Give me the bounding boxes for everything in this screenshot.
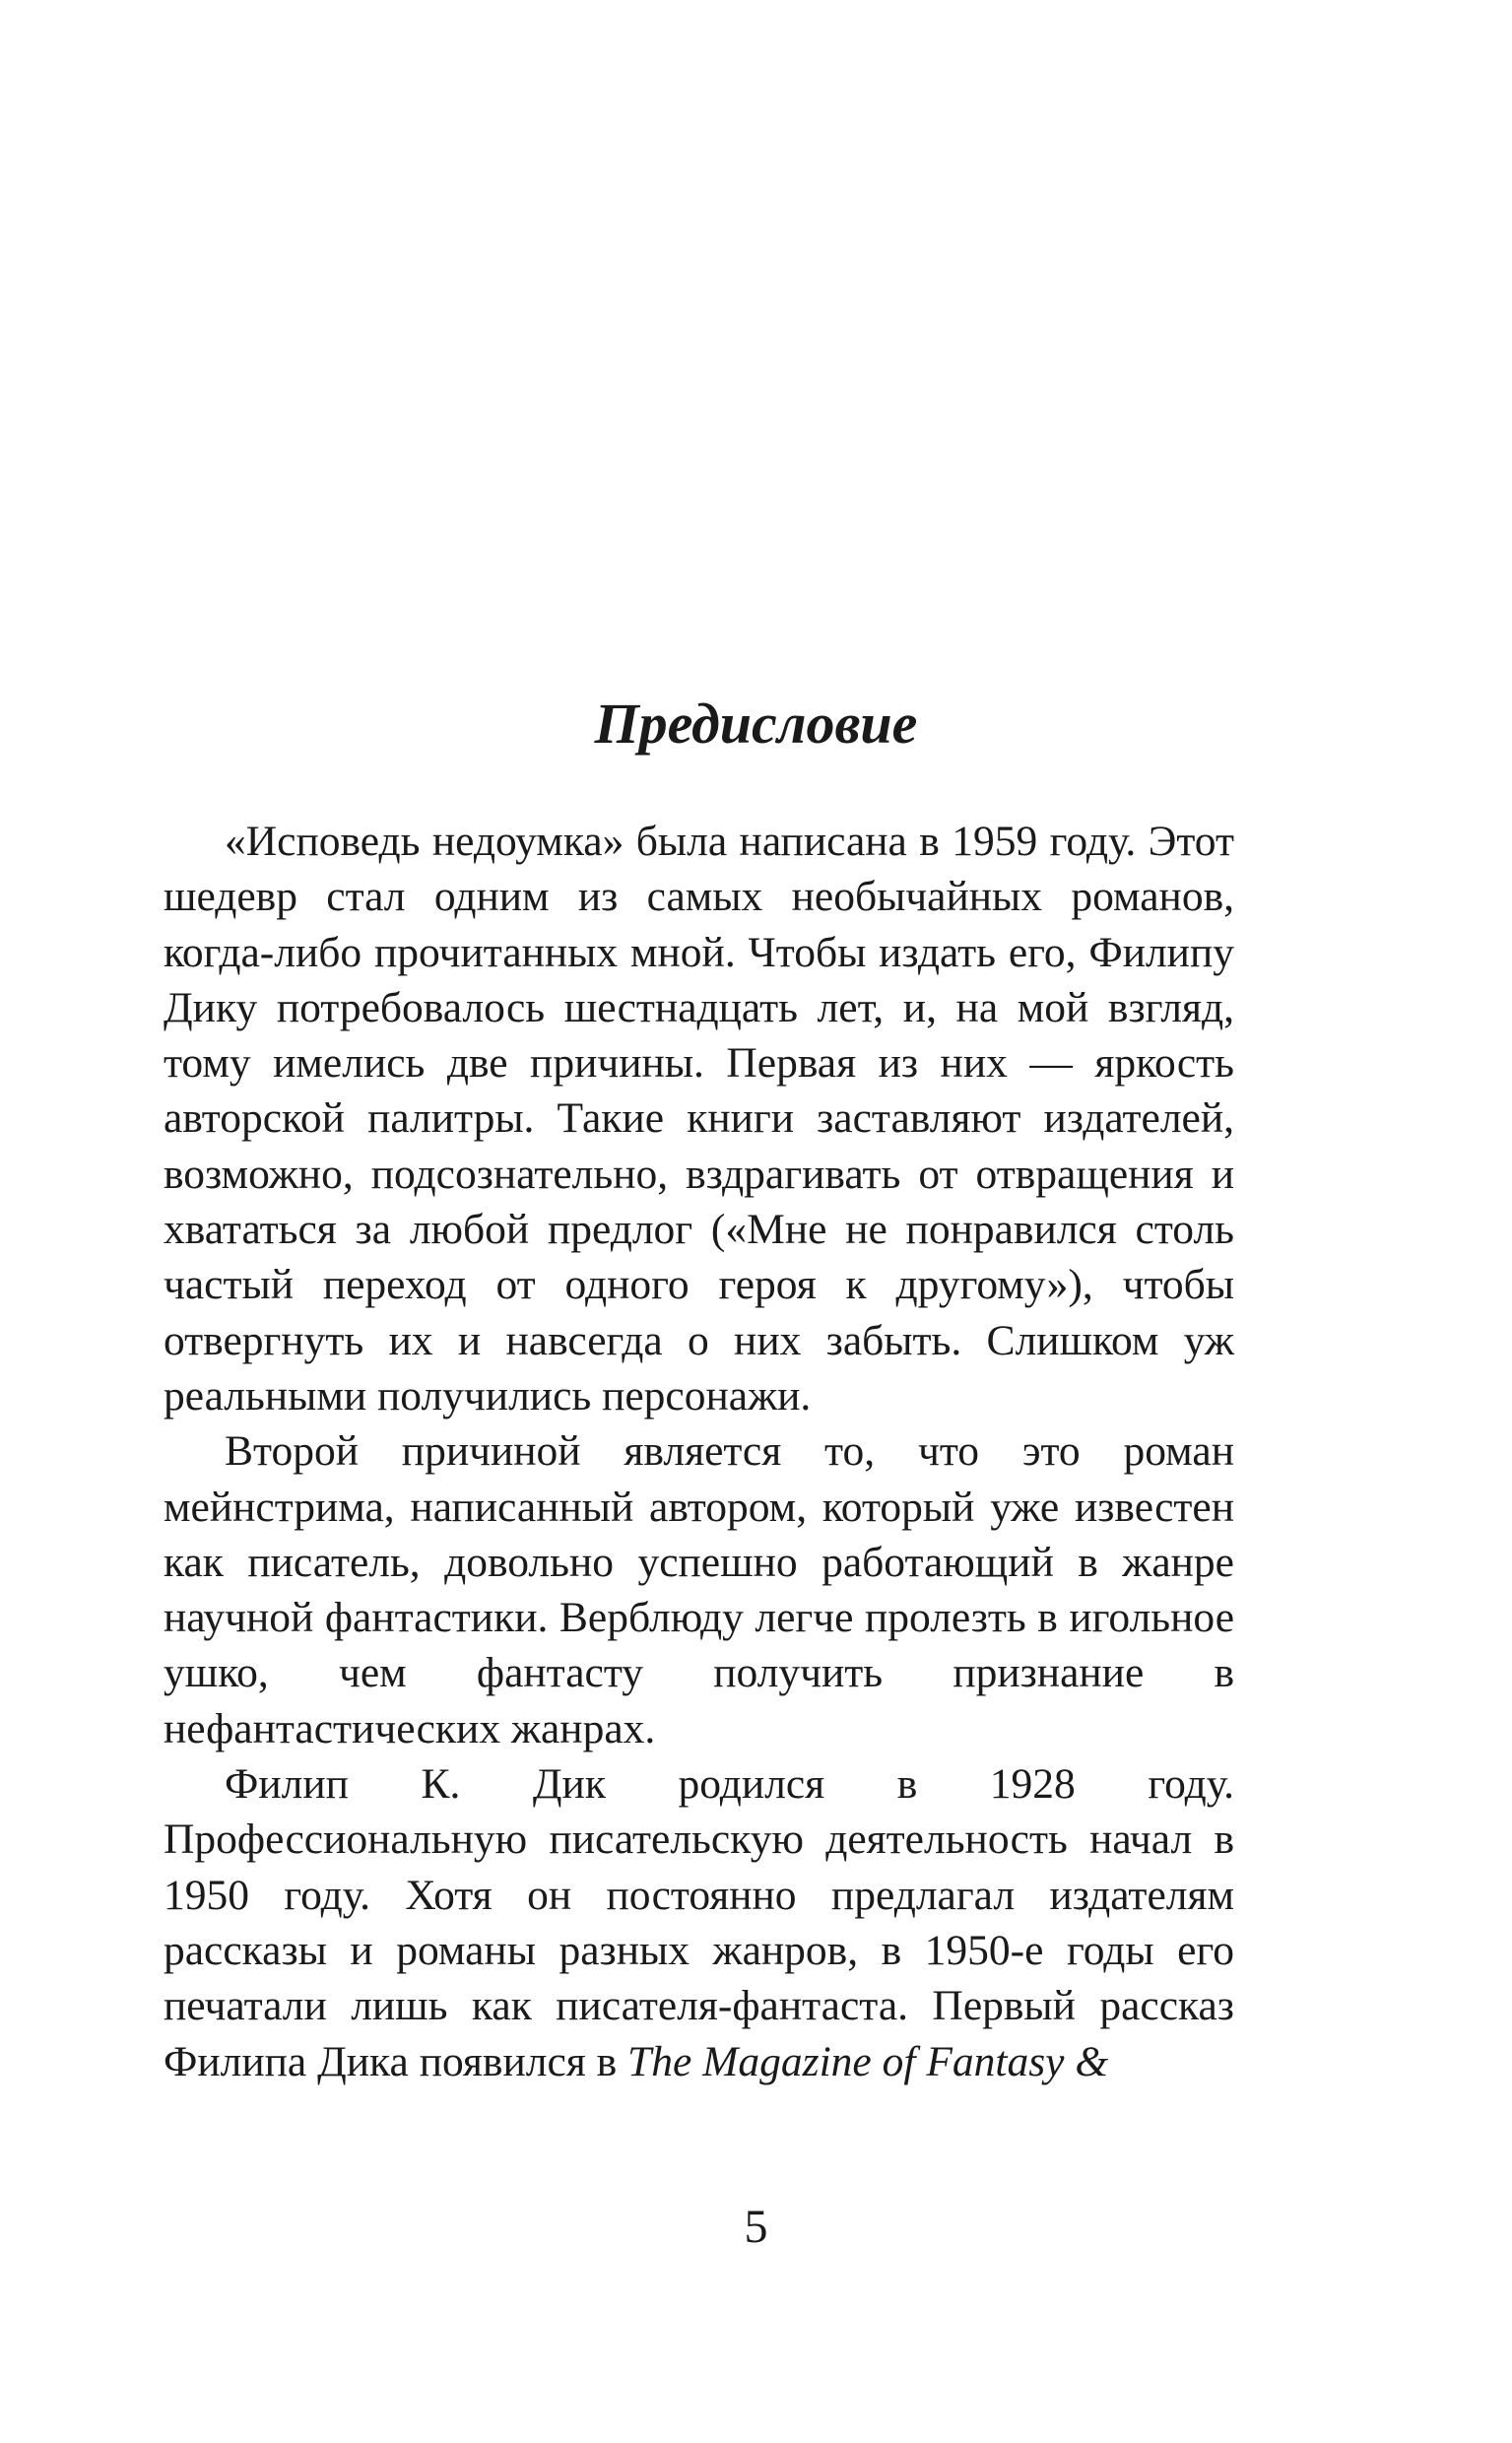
chapter-heading: Предисловие xyxy=(594,692,918,756)
page-number: 5 xyxy=(744,2201,768,2253)
paragraph-2: Второй причиной является то, что это роман мейнстрима, написанный автором, который уже известен как писатель, довольно успешно работающий в жанре научной фантастики. Верблюду легче пролезть в игольное ушко, чем фантасту получить признание в нефантастических жанрах. xyxy=(164,1427,1234,1752)
magazine-title: The Magazine of Fantasy & xyxy=(627,2037,1109,2085)
paragraph-3 xyxy=(164,1756,1234,2089)
paragraph-1: «Исповедь недоумка» была написана в 1959 году. Этот шедевр стал одним из самых необычайных романов, когда-либо прочитанных мной. Чтобы издать его, Филипу Дику потребовалось шестнадцать лет, и, на мой взгляд, тому имелись две причины. Первая из них — яркость авторской палитры. Такие книги заставляют издателей, возможно, подсознательно, вздрагивать от отвращения и хвататься за любой предлог («Мне не понравился столь частый переход от одного героя к другому»), чтобы отвергнуть их и навсегда о них забыть. Слишком уж реальными получились персонажи. xyxy=(164,818,1234,1420)
paragraph-3-text: Филип К. Дик родился в 1928 году. Профессиональную писательскую деятельность начал в 1950 году. Хотя он постоянно предлагал издателям рассказы и романы разных жанров, в 1950-е годы его печатали лишь как писателя-фантаста. Первый рассказ Филипа Дика появился в xyxy=(164,1760,1234,2085)
body-text xyxy=(164,814,1234,2089)
